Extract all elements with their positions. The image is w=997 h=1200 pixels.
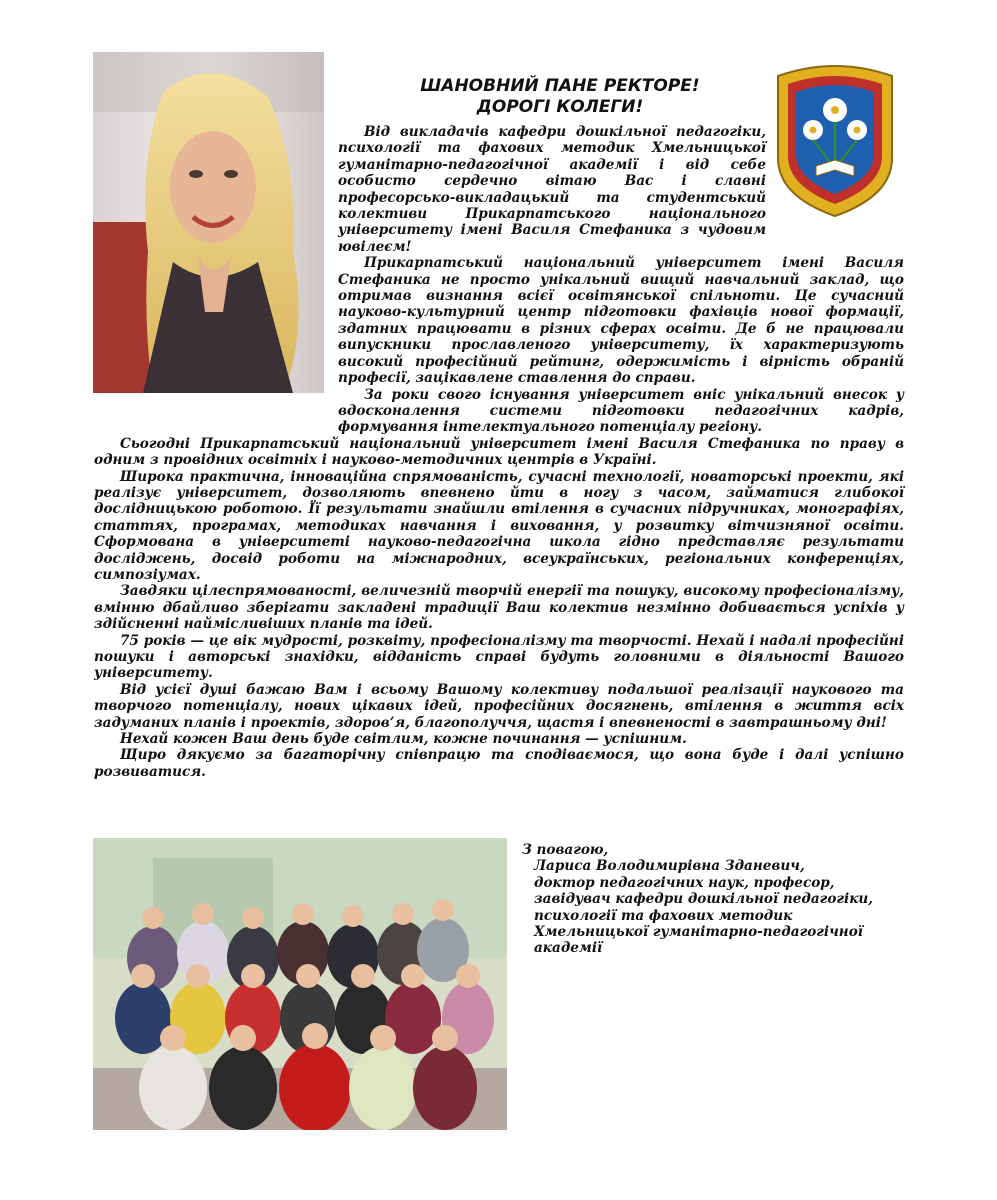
paragraph-10: Щиро дякуємо за багаторічну співпрацю та сподіваємося, що вона буде і далі успішно розвиватися. bbox=[94, 747, 904, 780]
paragraph-9: Нехай кожен Ваш день буде світлим, кожне починання — успішним. bbox=[120, 731, 687, 748]
paragraph-5: Широка практична, інноваційна спрямованість, сучасні технології, новаторські проекти, які реалізує університет, дозволяють впевнено йти в ногу з часом, займатися глибокої дослідницькою роботою. Її результати знайшли втілення в сучасних підручниках, монографіях, статтях, програмах, методиках навчання і виховання, у розвитку вітчизняної освіти. Сформована в університеті науково-педагогічна школа гідно представляє результати досліджень, досвід роботи на міжнародних, всеукраїнських, регіональних конференціях, симпозіумах. bbox=[94, 468, 904, 583]
signature-institution-end: академії bbox=[534, 940, 603, 957]
paragraph-7: 75 років — це вік мудрості, розквіту, професіоналізму та творчості. Нехай і надалі професійні пошуки і авторські знахідки, відданість справі будуть головними в діяльності Вашого університету. bbox=[94, 632, 904, 682]
paragraph-2: Прикарпатський національний університет імені Василя Стефаника не просто унікальний вищий навчальний заклад, що отримав визнання всієї освітянської спільноти. Це сучасний науково-культурний центр підготовки фахівців нової формації, здатних працювати в різних сферах освіти. Де б не працювали випускники прославленого університету, їх характеризують високий професійний рейтинг, одержимість і вірність обраній професії, зацікавлене ставлення до справи. bbox=[338, 255, 904, 387]
signature-block bbox=[522, 842, 906, 957]
paragraph-1: Від викладачів кафедри дошкільної педагогіки, психології та фахових методик Хмельницької гуманітарно-педагогічної академії і від себе особисто сердечно вітаю Вас і славні професорсько-викладацький та студентський колективи Прикарпатського національного університету імені Василя Стефаника з чудовим ювілеєм! bbox=[338, 124, 766, 255]
paragraph-3: За роки свого існування університет вніс унікальний внесок у вдосконалення системи підготовки педагогічних кадрів, формування інтелектуального потенціалу регіону. bbox=[338, 386, 904, 436]
signature-department: психології та фахових методик bbox=[534, 907, 793, 924]
signature-position: завідувач кафедри дошкільної педагогіки, bbox=[534, 891, 874, 908]
letter-heading bbox=[340, 76, 780, 118]
paragraph-4: Сьогодні Прикарпатський національний університет імені Василя Стефаника по праву в одним з провідних освітніх і науково-методичних центрів в Україні. bbox=[94, 435, 904, 469]
signature-greeting: З повагою, bbox=[522, 842, 609, 858]
paragraph-6: Завдяки цілеспрямованості, величезній творчій енергії та пошуку, високому професіоналізму, вмінню дбайливо зберігати закладені традиції Ваш колектив незмінно добивається успіхів у здійсненні наймісливіших планів та ідей. bbox=[94, 583, 904, 633]
letter-body bbox=[94, 124, 904, 780]
heading-line-colleagues: ДОРОГІ КОЛЕГИ! bbox=[476, 97, 644, 117]
group-photo bbox=[93, 838, 507, 1130]
heading-line-rector: ШАНОВНИЙ ПАНЕ РЕКТОРЕ! bbox=[420, 76, 700, 96]
signature-name: Лариса Володимирівна Зданевич, bbox=[534, 858, 805, 875]
signature-degree: доктор педагогічних наук, професор, bbox=[534, 874, 835, 891]
paragraph-8: Від усієї душі бажаю Вам і всьому Вашому колективу подальшої реалізації наукового та творчого потенціалу, нових цікавих ідей, професійних досягнень, втілення в життя всіх задуманих планів і проектів, здоров’я, благополуччя, щастя і впевненості в завтрашньому дні! bbox=[94, 681, 904, 731]
signature-institution: Хмельницької гуманітарно-педагогічної bbox=[534, 924, 863, 941]
